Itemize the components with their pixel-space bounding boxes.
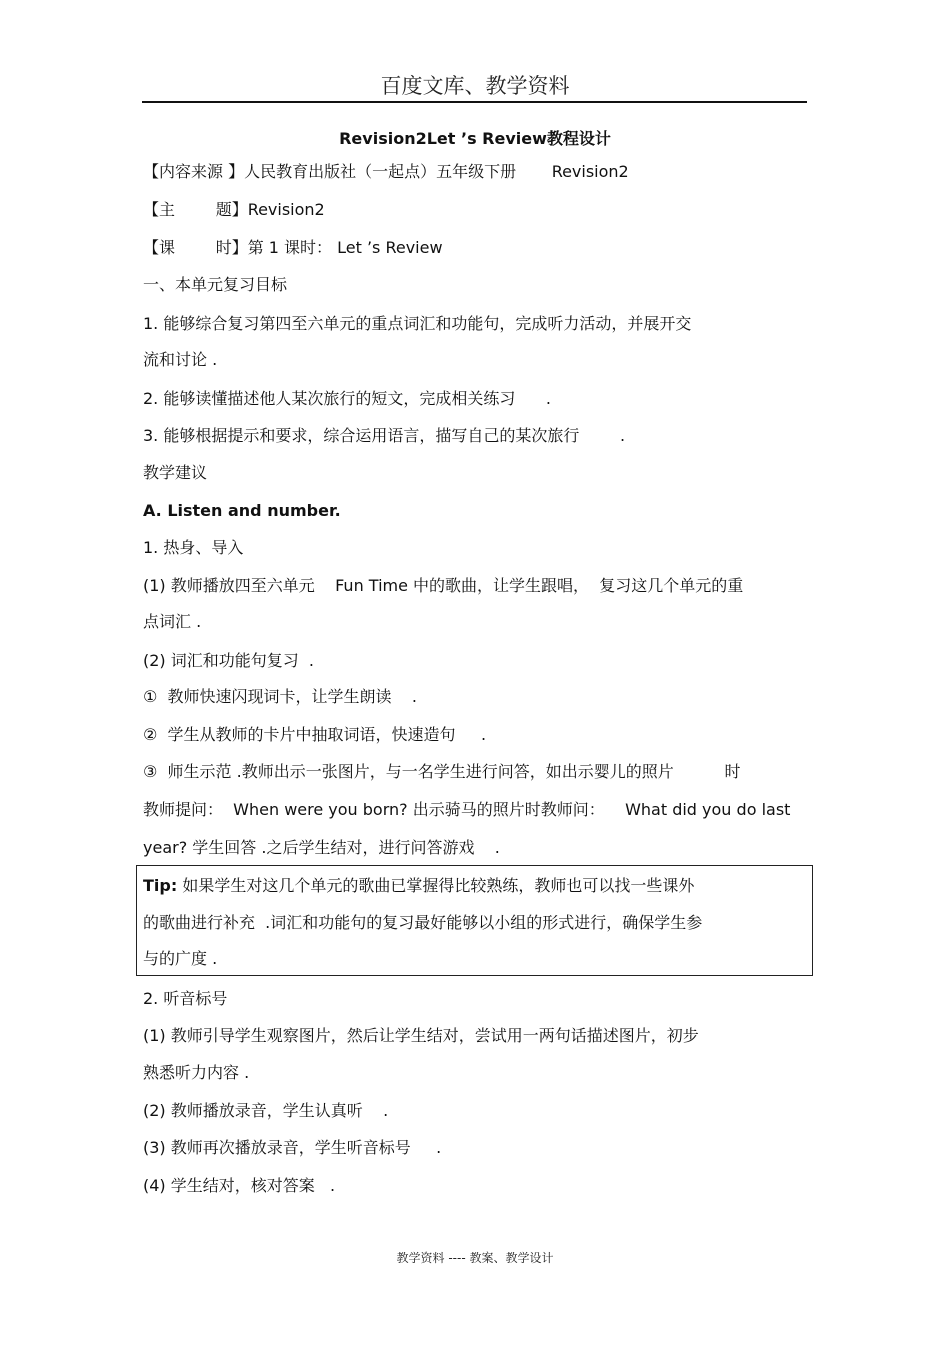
step-1-1: (1) 教师播放四至六单元 Fun Time 中的歌曲，让学生跟唱， 复习这几个单元的重	[143, 576, 744, 595]
step-1-2: (2) 词汇和功能句复习 .	[143, 651, 315, 670]
tip-text-1: 如果学生对这几个单元的歌曲已掌握得比较熟练，教师也可以找一些课外	[177, 876, 695, 895]
part-a-heading: A. Listen and number.	[143, 501, 341, 520]
step-2-2: (2) 教师播放录音，学生认真听 .	[143, 1101, 389, 1120]
goal-item-3: 3. 能够根据提示和要求，综合运用语言，描写自己的某次旅行 .	[143, 426, 626, 445]
step-2-1-cont: 熟悉听力内容 .	[143, 1063, 250, 1082]
tip-label: Tip:	[143, 876, 178, 895]
meta-theme: 【主 题】Revision2	[143, 200, 325, 219]
step-2-3: (3) 教师再次播放录音，学生听音标号 .	[143, 1138, 442, 1157]
section-heading-goals: 一、本单元复习目标	[143, 275, 288, 294]
step-2-heading: 2. 听音标号	[143, 989, 228, 1008]
tip-line-2: 的歌曲进行补充 .词汇和功能句的复习最好能够以小组的形式进行，确保学生参	[143, 913, 703, 932]
substep-3: ③ 师生示范 .教师出示一张图片，与一名学生进行问答，如出示婴儿的照片 时	[143, 762, 741, 781]
step-2-1: (1) 教师引导学生观察图片，然后让学生结对，尝试用一两句话描述图片，初步	[143, 1026, 699, 1045]
goal-item-2: 2. 能够读懂描述他人某次旅行的短文，完成相关练习 .	[143, 389, 551, 408]
meta-source: 【内容来源 】人民教育出版社（一起点）五年级下册 Revision2	[143, 162, 629, 181]
step-1-1-cont: 点词汇 .	[143, 612, 202, 631]
meta-period: 【课 时】第 1 课时： Let ’s Review	[143, 238, 443, 257]
section-heading-suggestions: 教学建议	[143, 463, 208, 482]
goal-item-1: 1. 能够综合复习第四至六单元的重点词汇和功能句，完成听力活动，并展开交	[143, 314, 692, 333]
tip-line-1	[143, 876, 694, 896]
step-2-4: (4) 学生结对，核对答案 .	[143, 1176, 336, 1195]
page-footer: 教学资料 ---- 教案、教学设计	[396, 1251, 554, 1265]
substep-2: ② 学生从教师的卡片中抽取词语，快速造句 .	[143, 725, 487, 744]
document-title: Revision2Let ’s Review教程设计	[339, 129, 611, 148]
substep-3-cont-1: 教师提问： When were you born? 出示骑马的照片时教师问： What did you do last	[143, 800, 791, 819]
tip-line-3: 与的广度 .	[143, 949, 218, 968]
substep-3-cont-2: year? 学生回答 .之后学生结对，进行问答游戏 .	[143, 838, 500, 857]
step-1-heading: 1. 热身、导入	[143, 538, 244, 557]
goal-item-1-cont: 流和讨论 .	[143, 350, 218, 369]
substep-1: ① 教师快速闪现词卡，让学生朗读 .	[143, 687, 417, 706]
header-title: 百度文库、教学资料	[380, 74, 570, 98]
header-divider	[142, 101, 807, 103]
